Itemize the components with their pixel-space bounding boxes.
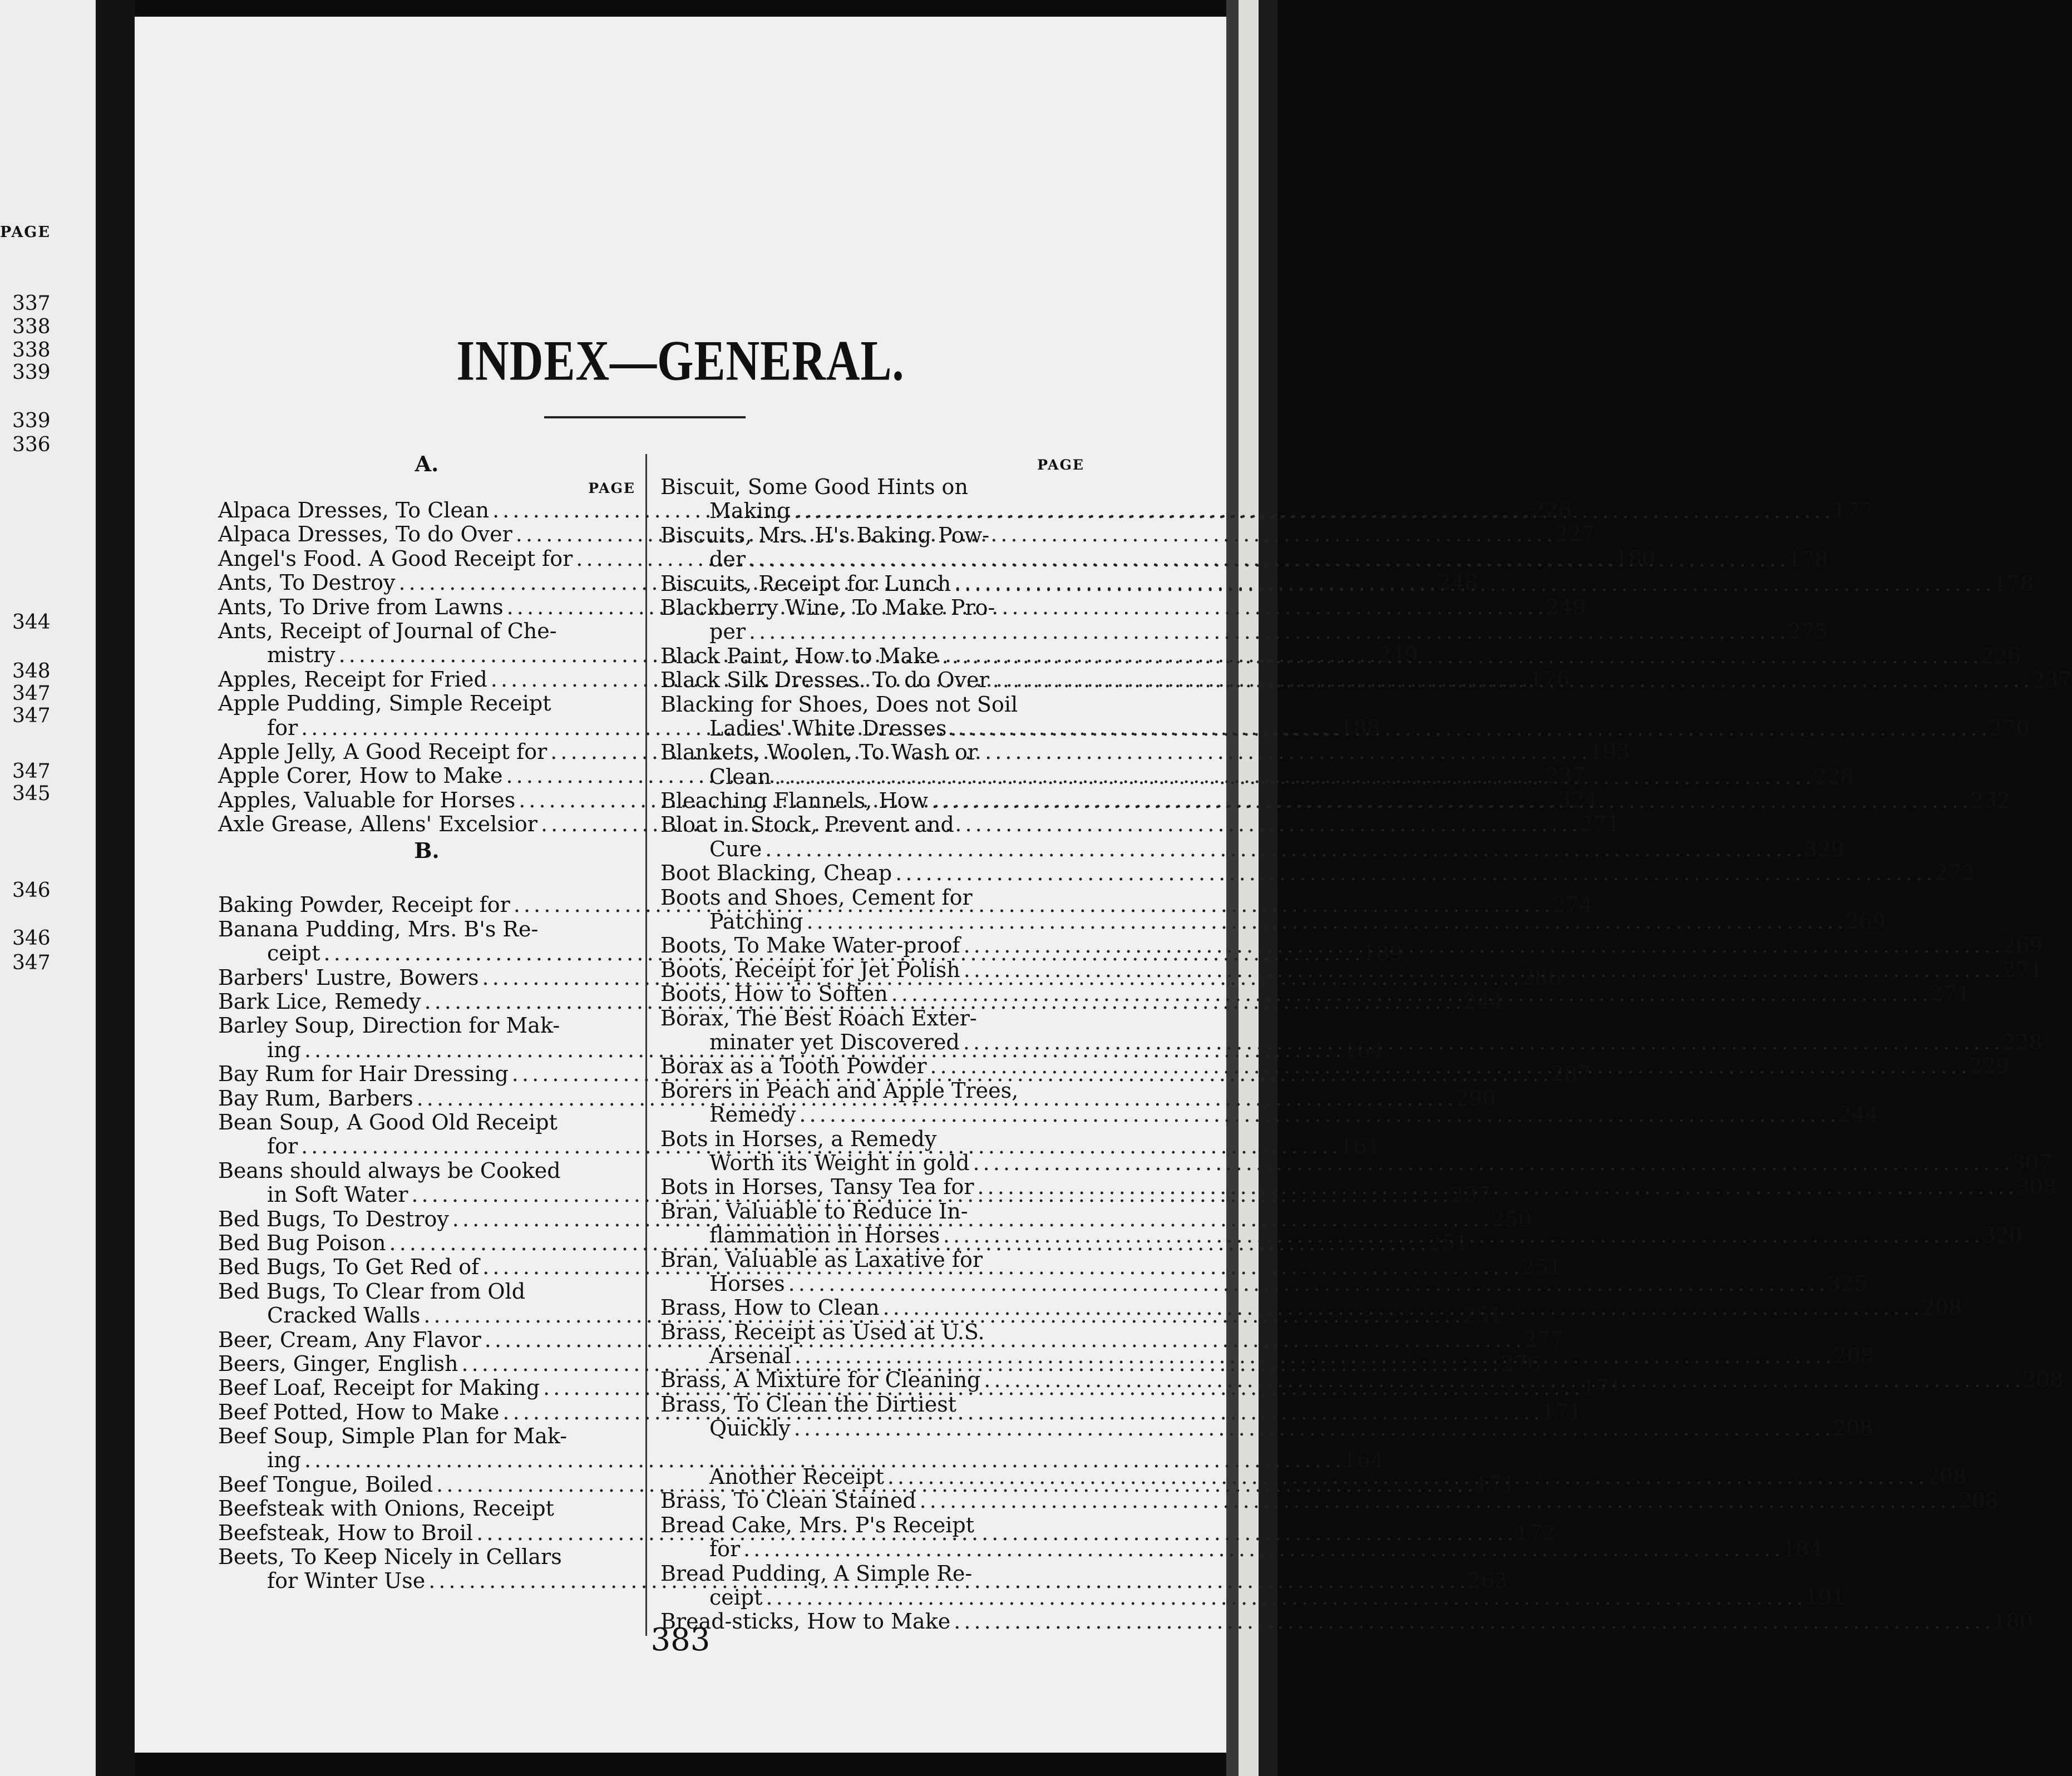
entry-text: Beer, Cream, Any Flavor bbox=[218, 1327, 481, 1352]
entry-text: Ladies' White Dresses bbox=[709, 716, 947, 741]
entry-page-number: 208 bbox=[1832, 1416, 1873, 1441]
entry-text: Black Silk Dresses. To do Over bbox=[660, 668, 989, 693]
entry-line bbox=[660, 1562, 1084, 1586]
entry-text: Bread-sticks, How to Make bbox=[660, 1609, 951, 1634]
dot-leader bbox=[766, 1586, 1802, 1610]
entry-page-number: 249 bbox=[1545, 594, 1586, 619]
entry-page-number: 237 bbox=[2031, 668, 2072, 693]
entry-page-number: 232 bbox=[1970, 788, 2011, 813]
entry-text: Bread Pudding, A Simple Re- bbox=[660, 1561, 973, 1586]
dot-leader bbox=[978, 1175, 2013, 1199]
entry-text: Worth its Weight in gold bbox=[709, 1150, 970, 1175]
entry-text: Boots, How to Soften bbox=[660, 981, 888, 1007]
entry-text: Barbers' Lustre, Bowers bbox=[218, 965, 479, 990]
entry-text: Brass, A Mixture for Cleaning bbox=[660, 1368, 981, 1393]
entry-line bbox=[660, 475, 1084, 499]
entry-text: Bay Rum, Barbers bbox=[218, 1086, 413, 1111]
entry-text: Bread Cake, Mrs. P's Receipt bbox=[660, 1512, 974, 1537]
entry-text: Brass, How to Clean bbox=[660, 1295, 880, 1320]
entry-page-number: 229 bbox=[1969, 1054, 2010, 1079]
entry-text: Brass, To Clean the Dirtiest bbox=[660, 1392, 956, 1417]
entry-line bbox=[218, 1497, 635, 1521]
facing-page-number: 348 bbox=[12, 660, 51, 683]
entry-line bbox=[660, 1488, 1999, 1513]
dot-leader bbox=[954, 572, 1990, 596]
entry-text: Remedy bbox=[709, 1102, 796, 1127]
entry-page-number: 208 bbox=[1958, 1488, 1999, 1513]
entry-line bbox=[660, 1200, 1084, 1224]
entry-page-number: 171 bbox=[1475, 1472, 1516, 1497]
entry-page-number: 274 bbox=[1552, 892, 1593, 917]
entry-text: Beef Soup, Simple Plan for Mak- bbox=[218, 1424, 568, 1449]
entry-text: Blackberry Wine, To Make Pro- bbox=[660, 595, 995, 620]
entry-text: Beefsteak with Onions, Receipt bbox=[218, 1496, 554, 1521]
entry-line bbox=[218, 1159, 635, 1183]
entry-page-number: 272 bbox=[1934, 861, 1975, 886]
entry-line bbox=[660, 524, 1084, 547]
entry-page-number: 249 bbox=[1377, 643, 1418, 668]
entry-text: Blankets, Woolen, To Wash or bbox=[660, 740, 978, 765]
entry-text: Banana Pudding, Mrs. B's Re- bbox=[218, 916, 539, 941]
entry-text: Bleaching Flannels, How bbox=[660, 788, 928, 813]
entry-text: Apple Pudding, Simple Receipt bbox=[218, 691, 551, 716]
section-letter: B. bbox=[414, 838, 440, 864]
facing-page-number: 344 bbox=[12, 611, 51, 634]
entry-page-number: 271 bbox=[1580, 812, 1620, 837]
index-entry bbox=[218, 1497, 635, 1521]
facing-page-number: 347 bbox=[12, 951, 51, 974]
dot-leader bbox=[799, 1103, 1834, 1127]
entry-page-number: 290 bbox=[1455, 1086, 1496, 1111]
dot-leader bbox=[942, 644, 1977, 668]
facing-page-number: 347 bbox=[12, 682, 51, 705]
entry-text: Boots, Receipt for Jet Polish bbox=[660, 957, 960, 982]
page-column-label: PAGE bbox=[1037, 457, 1084, 473]
entry-line bbox=[660, 619, 1828, 644]
entry-text: Patching bbox=[709, 909, 803, 934]
entry-page-number: 329 bbox=[1804, 836, 1844, 861]
entry-text: Black Paint, How to Make bbox=[660, 643, 939, 668]
entry-page-number: 180 bbox=[1615, 546, 1656, 571]
entry-page-number: 172 bbox=[1515, 1520, 1556, 1545]
dot-leader bbox=[963, 1030, 1999, 1054]
dot-leader bbox=[807, 910, 1842, 934]
entry-text: Alpaca Dresses, To do Over bbox=[218, 522, 512, 547]
entry-text: Apple Corer, How to Make bbox=[218, 763, 503, 788]
entry-page-number: 263 bbox=[1467, 1568, 1508, 1594]
dot-leader bbox=[749, 547, 1784, 571]
dot-leader bbox=[788, 1272, 1824, 1296]
facing-page-edge bbox=[0, 0, 96, 1776]
entry-text: Cure bbox=[709, 836, 762, 861]
entry-line bbox=[660, 1416, 1873, 1441]
entry-page-number: 244 bbox=[1463, 989, 1504, 1014]
entry-line bbox=[660, 813, 1084, 837]
page-title: INDEX—GENERAL. bbox=[456, 329, 905, 393]
entry-page-number: 275 bbox=[1788, 619, 1828, 644]
entry-text: ceipt bbox=[267, 941, 320, 966]
entry-text: Bran, Valuable to Reduce In- bbox=[660, 1198, 968, 1224]
entry-page-number: 251 bbox=[1428, 1230, 1469, 1255]
entry-page-number: 320 bbox=[1982, 1223, 2022, 1248]
entry-text: Biscuit, Some Good Hints on bbox=[660, 475, 968, 499]
entry-line bbox=[660, 1007, 1084, 1030]
page-column-label: PAGE bbox=[588, 480, 635, 496]
facing-page-number: 347 bbox=[12, 704, 51, 727]
entry-page-number: 178 bbox=[1993, 571, 2034, 596]
entry-line bbox=[660, 1585, 1846, 1610]
dot-leader bbox=[984, 1368, 2019, 1392]
entry-page-number: 250 bbox=[1491, 1206, 1532, 1231]
entry-text: Boots, To Make Water-proof bbox=[660, 933, 960, 958]
entry-page-number: 324 bbox=[1557, 787, 1598, 812]
entry-line bbox=[660, 596, 1084, 620]
entry-text: Ants, Receipt of Journal of Che- bbox=[218, 618, 557, 643]
entry-page-number: 244 bbox=[1838, 1102, 1879, 1127]
facing-page-number: 338 bbox=[12, 315, 51, 338]
entry-page-number: 226 bbox=[1531, 498, 1572, 522]
entry-page-number: 161 bbox=[1340, 1134, 1380, 1159]
entry-line bbox=[660, 909, 1886, 934]
entry-page-number: 325 bbox=[1827, 1271, 1868, 1296]
entry-line bbox=[660, 1537, 1823, 1562]
entry-text: Cracked Walls bbox=[267, 1303, 421, 1328]
entry-line bbox=[218, 1280, 635, 1304]
entry-text: Angel's Food. A Good Receipt for bbox=[218, 546, 573, 571]
entry-line bbox=[660, 886, 1084, 910]
entry-text: Beefsteak, How to Broil bbox=[218, 1520, 473, 1545]
entry-text: Beef Tongue, Boiled bbox=[218, 1472, 433, 1497]
facing-page-header: PAGE bbox=[0, 224, 51, 241]
facing-page-number: 337 bbox=[12, 292, 51, 315]
entry-text: Ants, To Drive from Lawns bbox=[218, 594, 504, 619]
entry-page-number: 227 bbox=[1555, 522, 1595, 547]
entry-text: Biscuits, Mrs. H's Baking Pow- bbox=[660, 522, 990, 547]
entry-text: Bed Bugs, To Get Red of bbox=[218, 1255, 480, 1280]
facing-page-number: 338 bbox=[12, 339, 51, 362]
entry-text: Bots in Horses, a Remedy bbox=[660, 1126, 937, 1151]
entry-page-number: 271 bbox=[1930, 981, 1971, 1007]
index-entry bbox=[660, 861, 1975, 886]
entry-text: per bbox=[709, 619, 746, 644]
entry-page-number: 176 bbox=[1530, 667, 1570, 692]
entry-page-number: 208 bbox=[1926, 1464, 1967, 1489]
facing-page-number: 339 bbox=[12, 410, 51, 432]
entry-text: for bbox=[267, 715, 298, 740]
entry-line bbox=[660, 1441, 1084, 1465]
entry-text: Borers in Peach and Apple Trees, bbox=[660, 1078, 1019, 1103]
entry-text: Bean Soup, A Good Old Receipt bbox=[218, 1109, 558, 1134]
entry-text: Quickly bbox=[709, 1416, 791, 1441]
entry-text: Bran, Valuable as Laxative for bbox=[660, 1247, 983, 1272]
dot-leader bbox=[887, 1465, 1923, 1489]
entry-page-number: 237 bbox=[1450, 1182, 1491, 1207]
entry-page-number: 188 bbox=[1340, 715, 1380, 740]
entry-text: der bbox=[709, 547, 746, 572]
entry-page-number: 237 bbox=[1545, 763, 1586, 788]
dot-leader bbox=[795, 1344, 1830, 1368]
entry-page-number: 286 bbox=[1521, 965, 1562, 990]
entry-text: mistry bbox=[267, 643, 336, 668]
entry-line bbox=[660, 861, 1975, 886]
entry-text: Apple Jelly, A Good Receipt for bbox=[218, 739, 547, 764]
entry-line bbox=[660, 1150, 2053, 1175]
dot-leader bbox=[743, 1537, 1779, 1561]
entry-page-number: 248 bbox=[1437, 570, 1478, 595]
dot-leader bbox=[930, 1054, 1966, 1078]
entry-text: Blacking for Shoes, Does not Soil bbox=[660, 692, 1018, 717]
entry-page-number: 171 bbox=[1582, 1375, 1622, 1400]
entry-text: Apples, Receipt for Fried bbox=[218, 667, 487, 692]
entry-line bbox=[218, 1448, 1384, 1473]
entry-page-number: 251 bbox=[1462, 1303, 1503, 1328]
entry-text: Alpaca Dresses, To Clean bbox=[218, 498, 490, 522]
entry-text: Bed Bugs, To Clear from Old bbox=[218, 1279, 526, 1304]
dot-leader bbox=[931, 789, 1967, 813]
entry-text: ing bbox=[267, 1448, 301, 1473]
dot-leader bbox=[749, 620, 1784, 644]
entry-line bbox=[218, 619, 635, 643]
dot-leader bbox=[950, 717, 1986, 741]
entry-line bbox=[660, 1102, 1879, 1127]
entry-line bbox=[660, 1513, 1084, 1537]
entry-line bbox=[218, 1545, 635, 1569]
section-spacer bbox=[218, 865, 635, 893]
entry-text: Borax as a Tooth Powder bbox=[660, 1054, 927, 1079]
entry-text: Barley Soup, Direction for Mak- bbox=[218, 1013, 560, 1038]
entry-line bbox=[218, 1111, 635, 1134]
entry-text: in Soft Water bbox=[267, 1182, 408, 1207]
entry-text: Borax, The Best Roach Exter- bbox=[660, 1005, 977, 1030]
entry-page-number: 189 bbox=[1362, 941, 1403, 966]
entry-text: Beers, Ginger, English bbox=[218, 1351, 458, 1376]
dot-leader bbox=[993, 668, 2028, 692]
entry-page-number: 178 bbox=[1788, 547, 1828, 572]
entry-text: flammation in Horses bbox=[709, 1223, 940, 1248]
entry-page-number: 208 bbox=[1921, 1295, 1962, 1320]
index-entry bbox=[660, 1488, 1999, 1513]
dot-leader bbox=[883, 1296, 1918, 1320]
entry-line bbox=[660, 1248, 1084, 1272]
page-number: 383 bbox=[650, 1622, 711, 1658]
facing-page-number: 345 bbox=[12, 782, 51, 805]
dot-leader bbox=[774, 765, 1810, 789]
entry-text: ceipt bbox=[709, 1585, 763, 1610]
entry-line bbox=[660, 1393, 1084, 1417]
entry-text: for Winter Use bbox=[267, 1568, 426, 1594]
entry-text: Ants, To Destroy bbox=[218, 570, 396, 595]
entry-page-number: 269 bbox=[1845, 909, 1886, 934]
entry-page-number: 171 bbox=[1541, 1399, 1582, 1424]
title-rule bbox=[544, 416, 746, 418]
entry-text: Boot Blacking, Cheap bbox=[660, 861, 892, 886]
entry-text: Clean bbox=[709, 764, 771, 789]
dot-leader bbox=[891, 982, 1927, 1006]
entry-line bbox=[218, 692, 635, 716]
entry-line bbox=[660, 1271, 1868, 1296]
entry-page-number: 277 bbox=[1523, 1327, 1564, 1352]
entry-line bbox=[660, 1320, 1084, 1344]
entry-page-number: 191 bbox=[1804, 1585, 1846, 1610]
entry-page-number: 208 bbox=[1833, 1344, 1874, 1369]
facing-page-number: 339 bbox=[12, 361, 51, 384]
entry-text: Biscuits, Receipt for Lunch bbox=[660, 571, 951, 596]
entry-page-number: 193 bbox=[1589, 739, 1630, 764]
entry-page-number: 276 bbox=[1500, 1351, 1541, 1376]
entry-page-number: 287 bbox=[1551, 1062, 1591, 1087]
entry-page-number: 180 bbox=[1992, 1609, 2033, 1634]
entry-text: Beets, To Keep Nicely in Cellars bbox=[218, 1545, 562, 1570]
entry-page-number: 269 bbox=[2002, 933, 2043, 958]
entry-text: Beans should always be Cooked bbox=[218, 1158, 561, 1183]
entry-text: Bed Bug Poison bbox=[218, 1230, 386, 1255]
entry-text: for bbox=[709, 1537, 741, 1562]
entry-line bbox=[660, 1079, 1084, 1103]
dot-leader bbox=[794, 499, 1829, 523]
entry-text: Another Receipt bbox=[709, 1464, 884, 1489]
entry-text: Axle Grease, Allens' Excelsior bbox=[218, 812, 537, 837]
entry-text: minater yet Discovered bbox=[709, 1029, 960, 1054]
entry-text: Bark Lice, Remedy bbox=[218, 989, 421, 1014]
entry-page-number: 208 bbox=[2022, 1368, 2064, 1393]
entry-text: Boots and Shoes, Cement for bbox=[660, 885, 973, 910]
facing-page-number: 347 bbox=[12, 760, 51, 783]
dot-leader bbox=[765, 837, 1800, 861]
entry-text: for bbox=[267, 1134, 298, 1159]
entry-page-number: 307 bbox=[2011, 1150, 2053, 1175]
facing-page-number: 336 bbox=[12, 433, 51, 456]
entry-line bbox=[660, 693, 1084, 717]
entry-line bbox=[218, 917, 635, 941]
entry-page-number: 177 bbox=[1832, 499, 1873, 524]
index-page bbox=[135, 17, 2072, 1753]
entry-line bbox=[660, 836, 1844, 861]
entry-page-number: 270 bbox=[1989, 716, 2030, 741]
entry-text: Apples, Valuable for Horses bbox=[218, 787, 516, 812]
entry-text: Brass, To Clean Stained bbox=[660, 1488, 916, 1513]
entry-page-number: 184 bbox=[1782, 1537, 1823, 1562]
facing-page-number: 346 bbox=[12, 927, 51, 950]
dot-leader bbox=[973, 1151, 2009, 1175]
entry-text: Bots in Horses, Tansy Tea for bbox=[660, 1175, 974, 1200]
entry-text: Bay Rum for Hair Dressing bbox=[218, 1062, 509, 1087]
entry-page-number: 271 bbox=[2002, 957, 2043, 982]
dot-leader bbox=[964, 958, 1999, 982]
entry-text: Horses bbox=[709, 1271, 785, 1296]
entry-text: Beef Potted, How to Make bbox=[218, 1399, 500, 1424]
entry-text: Brass, Receipt as Used at U.S. bbox=[660, 1319, 985, 1344]
entry-page-number: 164 bbox=[1343, 1448, 1384, 1473]
entry-page-number: 228 bbox=[2002, 1029, 2043, 1054]
entry-text: Beef Loaf, Receipt for Making bbox=[218, 1375, 540, 1400]
entry-line bbox=[218, 1014, 635, 1038]
entry-page-number: 308 bbox=[2016, 1175, 2057, 1200]
entry-page-number: 228 bbox=[1813, 764, 1854, 789]
entry-text: Bloat in Stock, Prevent and bbox=[660, 812, 954, 837]
dot-leader bbox=[794, 1417, 1829, 1440]
facing-page-number: 346 bbox=[12, 879, 51, 902]
dot-leader bbox=[920, 1489, 1955, 1513]
section-letter: A. bbox=[415, 451, 439, 476]
entry-text: Arsenal bbox=[709, 1344, 791, 1369]
entry-text: ing bbox=[267, 1037, 301, 1062]
entry-page-number: 164 bbox=[1343, 1037, 1384, 1062]
entry-text: Making bbox=[709, 499, 791, 524]
dot-leader bbox=[943, 1224, 1979, 1247]
entry-line bbox=[218, 1424, 635, 1448]
entry-text: Bed Bugs, To Destroy bbox=[218, 1206, 449, 1231]
entry-line bbox=[660, 741, 1084, 764]
dot-leader bbox=[895, 861, 1931, 885]
entry-page-number: 251 bbox=[1521, 1255, 1562, 1280]
entry-line bbox=[660, 1127, 1084, 1151]
dot-leader bbox=[964, 934, 1999, 958]
entry-page-number: 226 bbox=[1980, 643, 2021, 668]
entry-text: Baking Powder, Receipt for bbox=[218, 892, 510, 917]
book-gutter bbox=[96, 0, 135, 1776]
